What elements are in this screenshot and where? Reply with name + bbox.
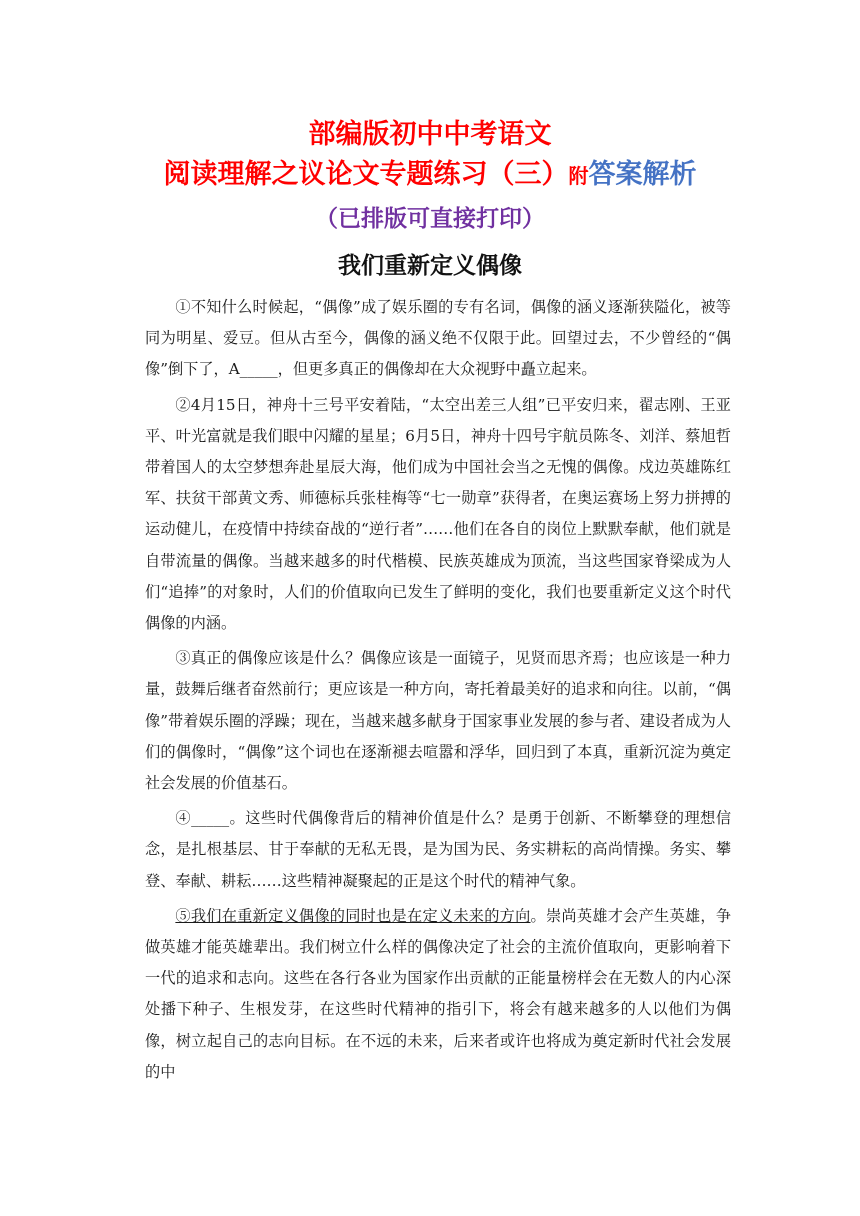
doc-title-line2-fu: 附: [568, 164, 589, 188]
doc-title-line2: [0, 152, 860, 191]
paragraph-5-text: 。崇尚英雄才会产生英雄，争做英雄才能英雄辈出。我们树立什么样的偶像决定了社会的主流价值取向，更影响着下一代的追求和志向。这些在各行各业为国家作出贡献的正能量榜样会在无数人的内心深处播下种子、生根发芽，在这些时代精神的指引下，将会有越来越多的人以他们为偶像，树立起自己的志向目标。在不远的未来，后来者或许也将成为奠定新时代社会发展的中: [145, 906, 732, 1081]
paragraph-2: ②4月15日，神舟十三号平安着陆，“太空出差三人组”已平安归来，翟志刚、王亚平、叶光富就是我们眼中闪耀的星星；6月5日，神舟十四号宇航员陈冬、刘洋、蔡旭哲带着国人的太空梦想奔赴星辰大海，他们成为中国社会当之无愧的偶像。戍边英雄陈红军、扶贫干部黄文秀、师德标兵张桂梅等“七一勋章”获得者，在奥运赛场上努力拼搏的运动健儿，在疫情中持续奋战的“逆行者”……他们在各自的岗位上默默奉献，他们就是自带流量的偶像。当越来越多的时代楷模、民族英雄成为顶流，当这些国家脊梁成为人们“追捧”的对象时，人们的价值取向已发生了鲜明的变化，我们也要重新定义这个时代偶像的内涵。: [145, 395, 731, 633]
doc-subtitle-print-note: （已排版可直接打印）: [315, 205, 545, 232]
doc-title-line1: 部编版初中中考语文: [308, 119, 552, 150]
paragraph-5-underlined-sentence: ⑤我们在重新定义偶像的同时也是在定义未来的方向: [175, 906, 531, 925]
article-body: [145, 292, 731, 1092]
paragraph-5: [145, 901, 731, 1088]
doc-title-line2-answer: 答案解析: [588, 159, 697, 190]
paragraph-4: ④_____。这些时代偶像背后的精神价值是什么？是勇于创新、不断攀登的理想信念，是扎根基层、甘于奉献的无私无畏，是为国为民、务实耕耘的高尚情操。务实、攀登、奉献、耕耘……这些精神凝聚起的正是这个时代的精神气象。: [145, 809, 731, 890]
paragraph-1: ①不知什么时候起，“偶像”成了娱乐圈的专有名词，偶像的涵义逐渐狭隘化，被等同为明星、爱豆。但从古至今，偶像的涵义绝不仅限于此。回望过去，不少曾经的“偶像”倒下了，A_____，但更多真正的偶像却在大众视野中矗立起来。: [145, 298, 731, 379]
article-title: 我们重新定义偶像: [338, 252, 522, 279]
paragraph-3: ③真正的偶像应该是什么？偶像应该是一面镜子，见贤而思齐焉；也应该是一种力量，鼓舞后继者奋然前行；更应该是一种方向，寄托着最美好的追求和向往。以前，“偶像”带着娱乐圈的浮躁；现在，当越来越多献身于国家事业发展的参与者、建设者成为人们的偶像时，“偶像”这个词也在逐渐褪去喧嚣和浮华，回归到了本真，重新沉淀为奠定社会发展的价值基石。: [145, 649, 731, 793]
doc-title-line2-main: 阅读理解之议论文专题练习（三）: [163, 159, 569, 190]
